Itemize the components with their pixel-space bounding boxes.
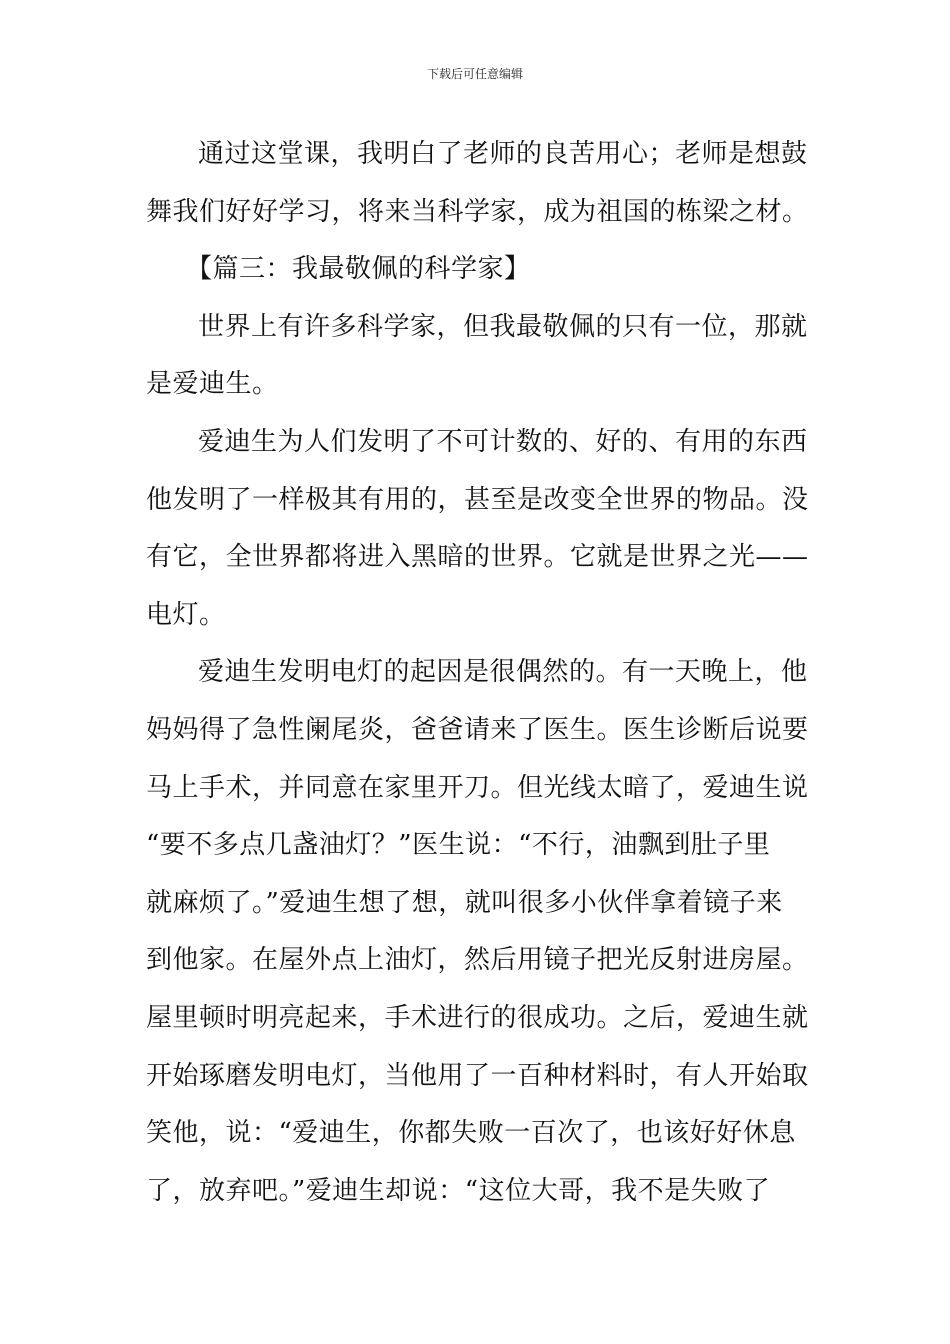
text-line: 世界上有许多科学家，但我最敬佩的只有一位，那就: [198, 311, 808, 342]
text-line: 就麻烦了。”爱迪生想了想，就叫很多小伙伴拿着镜子来: [146, 887, 783, 918]
text-line: “要不多点几盏油灯？”医生说：“不行，油飘到肚子里: [146, 830, 771, 861]
text-line: 爱迪生为人们发明了不可计数的、好的、有用的东西: [198, 426, 808, 457]
page-header: 下载后可任意编辑: [426, 67, 523, 81]
body-text: [146, 126, 811, 1220]
text-line: 是爱迪生。: [146, 369, 279, 400]
text-line: 他发明了一样极其有用的，甚至是改变全世界的物品。没: [146, 484, 809, 515]
text-line: 到他家。在屋外点上油灯，然后用镜子把光反射进房屋。: [146, 945, 809, 976]
text-line: 屋里顿时明亮起来，手术进行的很成功。之后，爱迪生就: [146, 1002, 809, 1033]
text-line: 开始琢磨发明电灯，当他用了一百种材料时，有人开始取: [146, 1060, 809, 1091]
text-line: 有它，全世界都将进入黑暗的世界。它就是世界之光——: [146, 542, 809, 573]
text-line: 通过这堂课，我明白了老师的良苦用心；老师是想鼓: [198, 139, 808, 169]
text-line: 妈妈得了急性阑尾炎，爸爸请来了医生。医生诊断后说要: [146, 714, 809, 745]
text-line: 马上手术，并同意在家里开刀。但光线太暗了，爱迪生说: [146, 772, 809, 803]
text-line: 爱迪生发明电灯的起因是很偶然的。有一天晚上，他: [198, 657, 808, 688]
text-line: 笑他，说：“爱迪生，你都失败一百次了，也该好好休息: [146, 1118, 796, 1149]
section-heading: 【篇三：我最敬佩的科学家】: [186, 254, 531, 285]
text-line: 舞我们好好学习，将来当科学家，成为祖国的栋梁之材。: [146, 196, 809, 227]
text-line: 了，放弃吧。”爱迪生却说：“这位大哥，我不是失败了: [146, 1175, 771, 1206]
text-line: 电灯。: [146, 599, 226, 630]
